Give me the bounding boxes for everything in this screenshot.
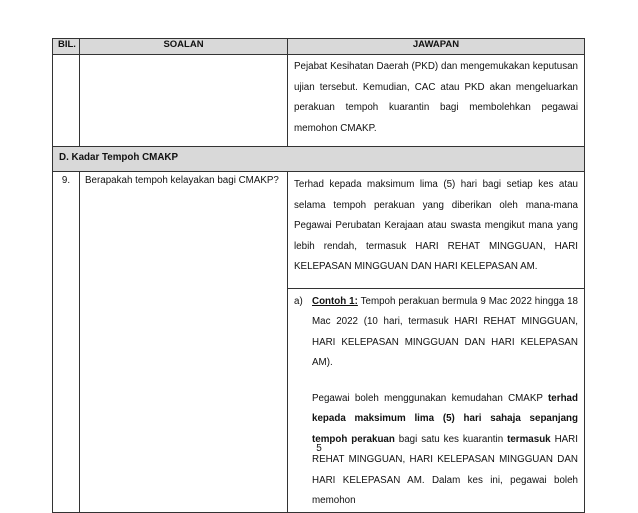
qa-table bbox=[52, 38, 585, 513]
header-bil: BIL. bbox=[53, 39, 80, 55]
table-row bbox=[53, 172, 585, 289]
p2-text-e: HARI REHAT MINGGUAN, HARI KELEPASAN MINGGUAN DAN HARI KELEPASAN AM. Dalam kes ini, pegawai boleh memohon bbox=[312, 433, 578, 506]
header-row bbox=[53, 39, 585, 55]
example-item bbox=[294, 292, 578, 512]
example-title: Contoh 1: bbox=[312, 295, 358, 307]
section-row bbox=[53, 147, 585, 172]
soalan-cell bbox=[80, 55, 288, 147]
jawapan-cell: Pejabat Kesihatan Daerah (PKD) dan mengemukakan keputusan ujian tersebut. Kemudian, CAC atau PKD akan mengeluarkan perakuan tempoh kuarantin bagi membolehkan pegawai memohon CMAKP. bbox=[288, 55, 585, 147]
section-title: D. Kadar Tempoh CMAKP bbox=[53, 147, 585, 172]
example-body bbox=[312, 292, 578, 512]
p2-bold-d: termasuk bbox=[507, 433, 551, 445]
table-row bbox=[53, 55, 585, 147]
example-paragraph-1 bbox=[312, 292, 578, 374]
example-text: Tempoh perakuan bermula 9 Mac 2022 hingga 18 Mac 2022 (10 hari, termasuk HARI REHAT MINGGUAN, HARI KELEPASAN MINGGUAN DAN HARI KELEPASAN AM). bbox=[312, 295, 579, 368]
header-soalan: SOALAN bbox=[80, 39, 288, 55]
page-number: 5 bbox=[316, 443, 322, 454]
example-label: a) bbox=[294, 295, 303, 307]
answer-text: Terhad kepada maksimum lima (5) hari bagi setiap kes atau selama tempoh perakuan yang diberikan oleh mana-mana Pegawai Perubatan Kerajaan atau swasta mengikut mana yang lebih rendah, termasuk HARI REHAT MINGGUAN, HARI KELEPASAN MINGGUAN DAN HARI KELEPASAN AM. bbox=[288, 172, 585, 289]
p2-bold-b: terhad kepada maksimum lima (5) hari sahaja sepanjang tempoh perakuan bbox=[312, 392, 578, 445]
answer-example-cell bbox=[288, 288, 585, 512]
question-text: Berapakah tempoh kelayakan bagi CMAKP? bbox=[80, 172, 288, 513]
bil-cell bbox=[53, 55, 80, 147]
p2-text-a: Pegawai boleh menggunakan kemudahan CMAKP bbox=[312, 392, 549, 404]
p2-text-c: bagi satu kes kuarantin bbox=[394, 433, 508, 445]
header-jawapan: JAWAPAN bbox=[288, 39, 585, 55]
question-number: 9. bbox=[53, 172, 80, 513]
